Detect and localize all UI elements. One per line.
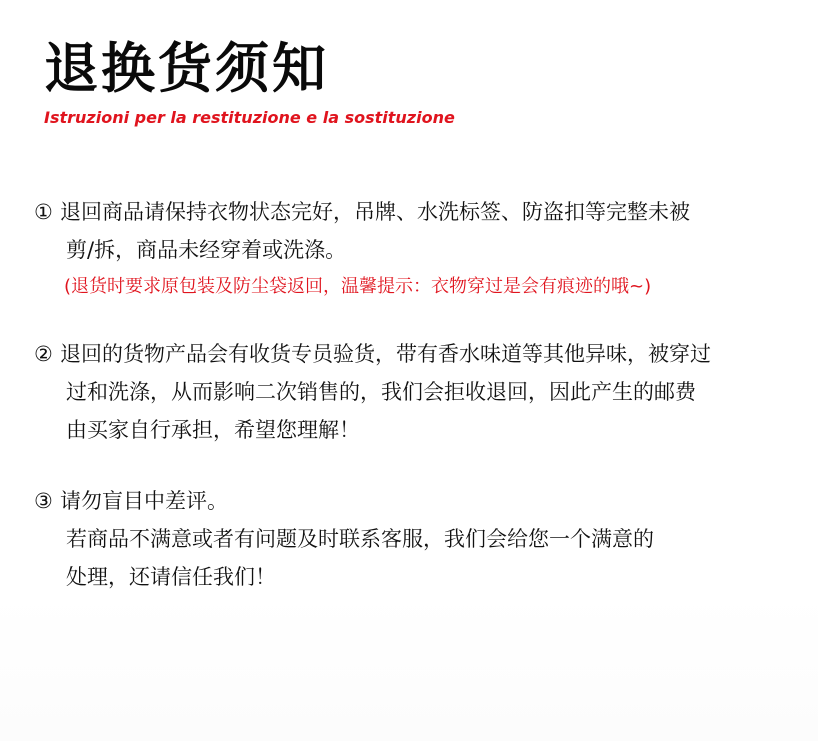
policy-item-1-number: ① (34, 200, 53, 224)
policy-item-2 (34, 335, 788, 449)
header (44, 34, 455, 128)
policy-item-1-note: (退货时要求原包装及防尘袋返回，温馨提示：衣物穿过是会有痕迹的哦~) (64, 276, 652, 297)
policy-item-3 (34, 482, 788, 596)
policy-item-1 (34, 193, 788, 305)
policy-item-2-text-1: 退回的货物产品会有收货专员验货，带有香水味道等其他异味，被穿过 (60, 342, 711, 366)
policy-item-3-number: ③ (34, 489, 53, 513)
policy-item-2-text-3: 由买家自行承担，希望您理解！ (66, 418, 360, 442)
page-title: 退换货须知 (44, 37, 329, 100)
policy-item-1-text-2: 剪/拆，商品未经穿着或洗涤。 (66, 238, 347, 262)
page-subtitle: Istruzioni per la restituzione e la sostituzione (44, 108, 455, 127)
policy-item-2-text-2: 过和洗涤，从而影响二次销售的，我们会拒收退回，因此产生的邮费 (66, 380, 696, 404)
policy-item-2-line-1 (34, 335, 788, 373)
policy-item-3-text-1: 请勿盲目中差评。 (60, 489, 228, 513)
policy-item-3-line-1 (34, 482, 788, 520)
policy-item-2-number: ② (34, 342, 53, 366)
policy-item-1-text-1: 退回商品请保持衣物状态完好，吊牌、水洗标签、防盗扣等完整未被 (60, 200, 690, 224)
policy-item-1-line-1 (34, 193, 788, 231)
policy-item-3-text-3: 处理，还请信任我们！ (66, 565, 276, 589)
policy-item-3-text-2: 若商品不满意或者有问题及时联系客服，我们会给您一个满意的 (66, 527, 654, 551)
